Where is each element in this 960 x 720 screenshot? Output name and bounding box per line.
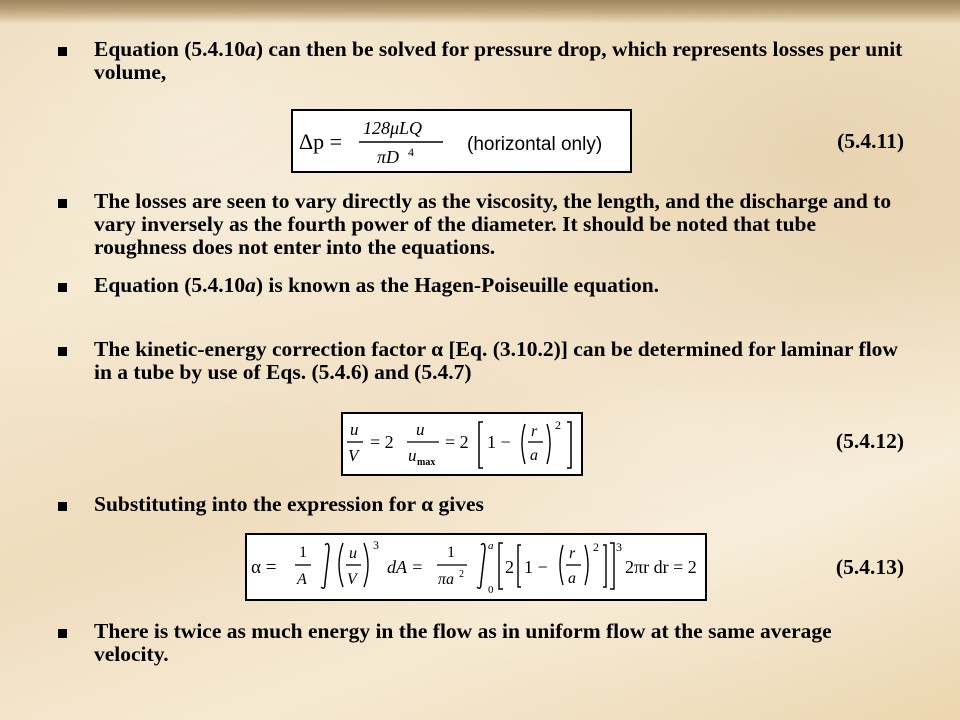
equation-5-4-13-image [245, 533, 707, 601]
inner-right-bracket [603, 545, 606, 587]
denominator-text: πD [377, 147, 400, 167]
equals-two: = 2 [370, 432, 394, 452]
dA-equals: dA = [387, 557, 424, 577]
r-numerator: r [531, 423, 538, 440]
bullet-text: The kinetic-energy correction factor α [Eq. (3.10.2)] can be determined for laminar flow in a tube by use of Eqs. (5.4.6) and (5.4.7) [94, 337, 898, 384]
square-exponent: 2 [593, 540, 599, 554]
equation-5-4-11-image [291, 109, 632, 173]
r-numerator: r [569, 545, 576, 562]
equation-5-4-13-graphic [247, 535, 705, 599]
equals-two-2: = 2 [445, 432, 469, 452]
integral-sign [321, 544, 329, 589]
umax-denominator: u [408, 446, 417, 465]
bullet-square [58, 347, 67, 356]
two-factor: 2 [505, 557, 514, 577]
tail-expression: 2πr dr = 2 [625, 557, 697, 577]
u-numerator: u [350, 420, 359, 439]
numerator-text: 128μLQ [363, 118, 423, 138]
equation-5-4-12-image [341, 412, 583, 476]
one-minus: 1 − [524, 557, 548, 577]
bullet-square [58, 47, 67, 56]
bullet-square [58, 199, 67, 208]
equation-5-4-12-graphic [343, 414, 581, 474]
bullet-text: There is twice as much energy in the flow as in uniform flow at the same average velocity. [94, 619, 832, 666]
delta-p-label: Δp = [299, 129, 343, 154]
V-denominator: V [348, 446, 359, 465]
a-denominator: a [568, 570, 576, 587]
definite-integral-sign [477, 544, 485, 589]
lower-limit: 0 [488, 584, 494, 596]
equation-5-4-11-graphic [293, 111, 630, 171]
a-denominator: a [530, 447, 538, 464]
bullet-text: Equation (5.4.10a) is known as the Hagen-Poiseuille equation. [94, 273, 660, 297]
V-denominator: V [347, 571, 357, 588]
equation-number: (5.4.13) [835, 555, 904, 579]
upper-limit: a [488, 540, 494, 552]
pi-a-denominator: πa [438, 571, 455, 588]
cube-exponent-2: 3 [616, 540, 622, 554]
bullet-square [58, 629, 67, 638]
right-paren [547, 424, 550, 464]
horizontal-only-note: (horizontal only) [467, 134, 603, 155]
left-paren-2 [560, 545, 563, 585]
bullet-square [58, 502, 67, 511]
square-exponent: 2 [555, 418, 561, 432]
A-denominator: A [297, 571, 307, 588]
cube-exponent: 3 [373, 538, 379, 552]
equation-number: (5.4.11) [837, 129, 904, 153]
one-numerator-2: 1 [447, 544, 455, 561]
inner-left-bracket [518, 545, 521, 587]
left-bracket [479, 422, 483, 468]
one-minus: 1 − [487, 432, 511, 452]
bullet-square [58, 283, 67, 292]
u-numerator: u [349, 545, 357, 562]
bullet-text: Equation (5.4.10a) can then be solved for pressure drop, which represents losses per unit volume, [94, 37, 903, 84]
left-paren [522, 424, 525, 464]
bullet-text: Substituting into the expression for α gives [94, 492, 484, 516]
bullet-text: The losses are seen to vary directly as the viscosity, the length, and the discharge and to vary inversely as the fourth power of the diameter. It should be noted that tube roughness does not enter into the equations. [94, 189, 892, 259]
one-numerator: 1 [299, 544, 307, 561]
right-paren [364, 543, 368, 587]
u-numerator-2: u [416, 420, 425, 439]
max-subscript: max [417, 457, 436, 468]
pi-a-power: 2 [459, 569, 464, 580]
denominator-power: 4 [408, 145, 414, 159]
top-decorative-band [0, 0, 960, 24]
alpha-equals: α = [251, 557, 277, 578]
right-bracket [567, 422, 571, 468]
outer-right-bracket [610, 543, 614, 589]
outer-left-bracket [499, 543, 503, 589]
equation-number: (5.4.12) [835, 429, 904, 453]
left-paren [339, 543, 343, 587]
right-paren-2 [585, 545, 588, 585]
